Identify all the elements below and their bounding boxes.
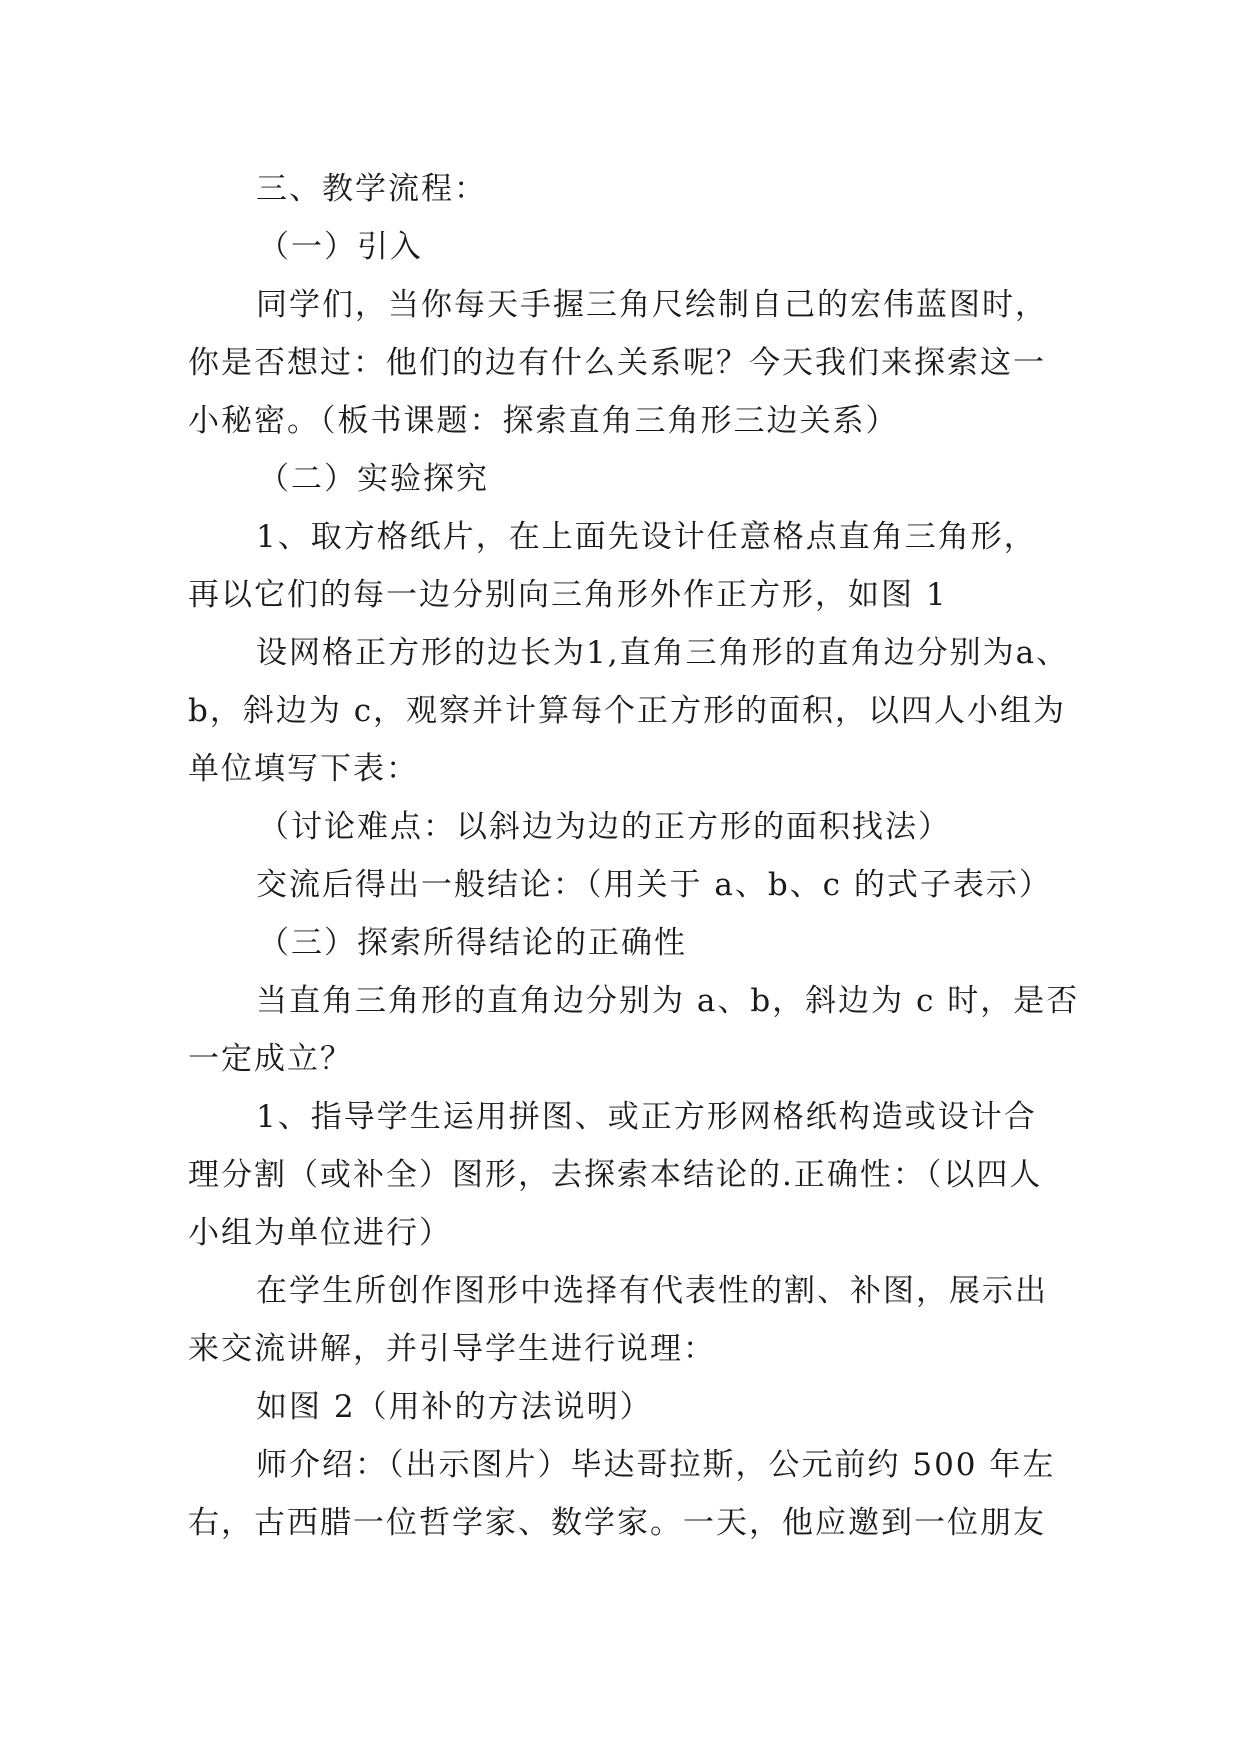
document-body xyxy=(188,160,1080,1552)
paragraph-line: b，斜边为 c，观察并计算每个正方形的面积，以四人小组为 xyxy=(188,693,1067,729)
paragraph-line: 再以它们的每一边分别向三角形外作正方形，如图 1 xyxy=(188,577,948,613)
paragraph-line: 设网格正方形的边长为1,直角三角形的直角边分别为a、 xyxy=(256,635,1070,671)
paragraph-line: 小组为单位进行） xyxy=(188,1215,452,1251)
paragraph-line: 师介绍：（出示图片）毕达哥拉斯，公元前约 500 年左 xyxy=(256,1447,1056,1483)
paragraph-line: 同学们，当你每天手握三角尺绘制自己的宏伟蓝图时， xyxy=(256,287,1048,323)
paragraph-line: 交流后得出一般结论：（用关于 a、b、c 的式子表示） xyxy=(256,867,1052,903)
paragraph-line: 来交流讲解，并引导学生进行说理： xyxy=(188,1331,716,1367)
paragraph-line: 当直角三角形的直角边分别为 a、b，斜边为 c 时，是否 xyxy=(256,983,1080,1019)
paragraph-line: 单位填写下表： xyxy=(188,751,419,787)
subsection-heading-verification: （三）探索所得结论的正确性 xyxy=(258,925,687,961)
paragraph-line: 1、指导学生运用拼图、或正方形网格纸构造或设计合 xyxy=(256,1099,1037,1135)
paragraph-line: 1、取方格纸片，在上面先设计任意格点直角三角形， xyxy=(256,519,1037,555)
paragraph-line: 在学生所创作图形中选择有代表性的割、补图，展示出 xyxy=(256,1273,1048,1309)
subsection-heading-experiment: （二）实验探究 xyxy=(258,461,489,497)
paragraph-line: （讨论难点：以斜边为边的正方形的面积找法） xyxy=(258,809,951,845)
paragraph-line: 小秘密。（板书课题：探索直角三角形三边关系） xyxy=(188,403,899,439)
paragraph-line: 右，古西腊一位哲学家、数学家。一天，他应邀到一位朋友 xyxy=(188,1505,1046,1541)
paragraph-line: 理分割（或补全）图形，去探索本结论的.正确性：（以四人 xyxy=(188,1157,1043,1193)
paragraph-line: 一定成立？ xyxy=(188,1041,353,1077)
subsection-heading-introduction: （一）引入 xyxy=(258,229,423,265)
section-heading-teaching-process: 三、教学流程： xyxy=(256,171,487,207)
paragraph-line: 你是否想过：他们的边有什么关系呢？今天我们来探索这一 xyxy=(188,345,1046,381)
paragraph-line: 如图 2（用补的方法说明） xyxy=(256,1389,653,1425)
